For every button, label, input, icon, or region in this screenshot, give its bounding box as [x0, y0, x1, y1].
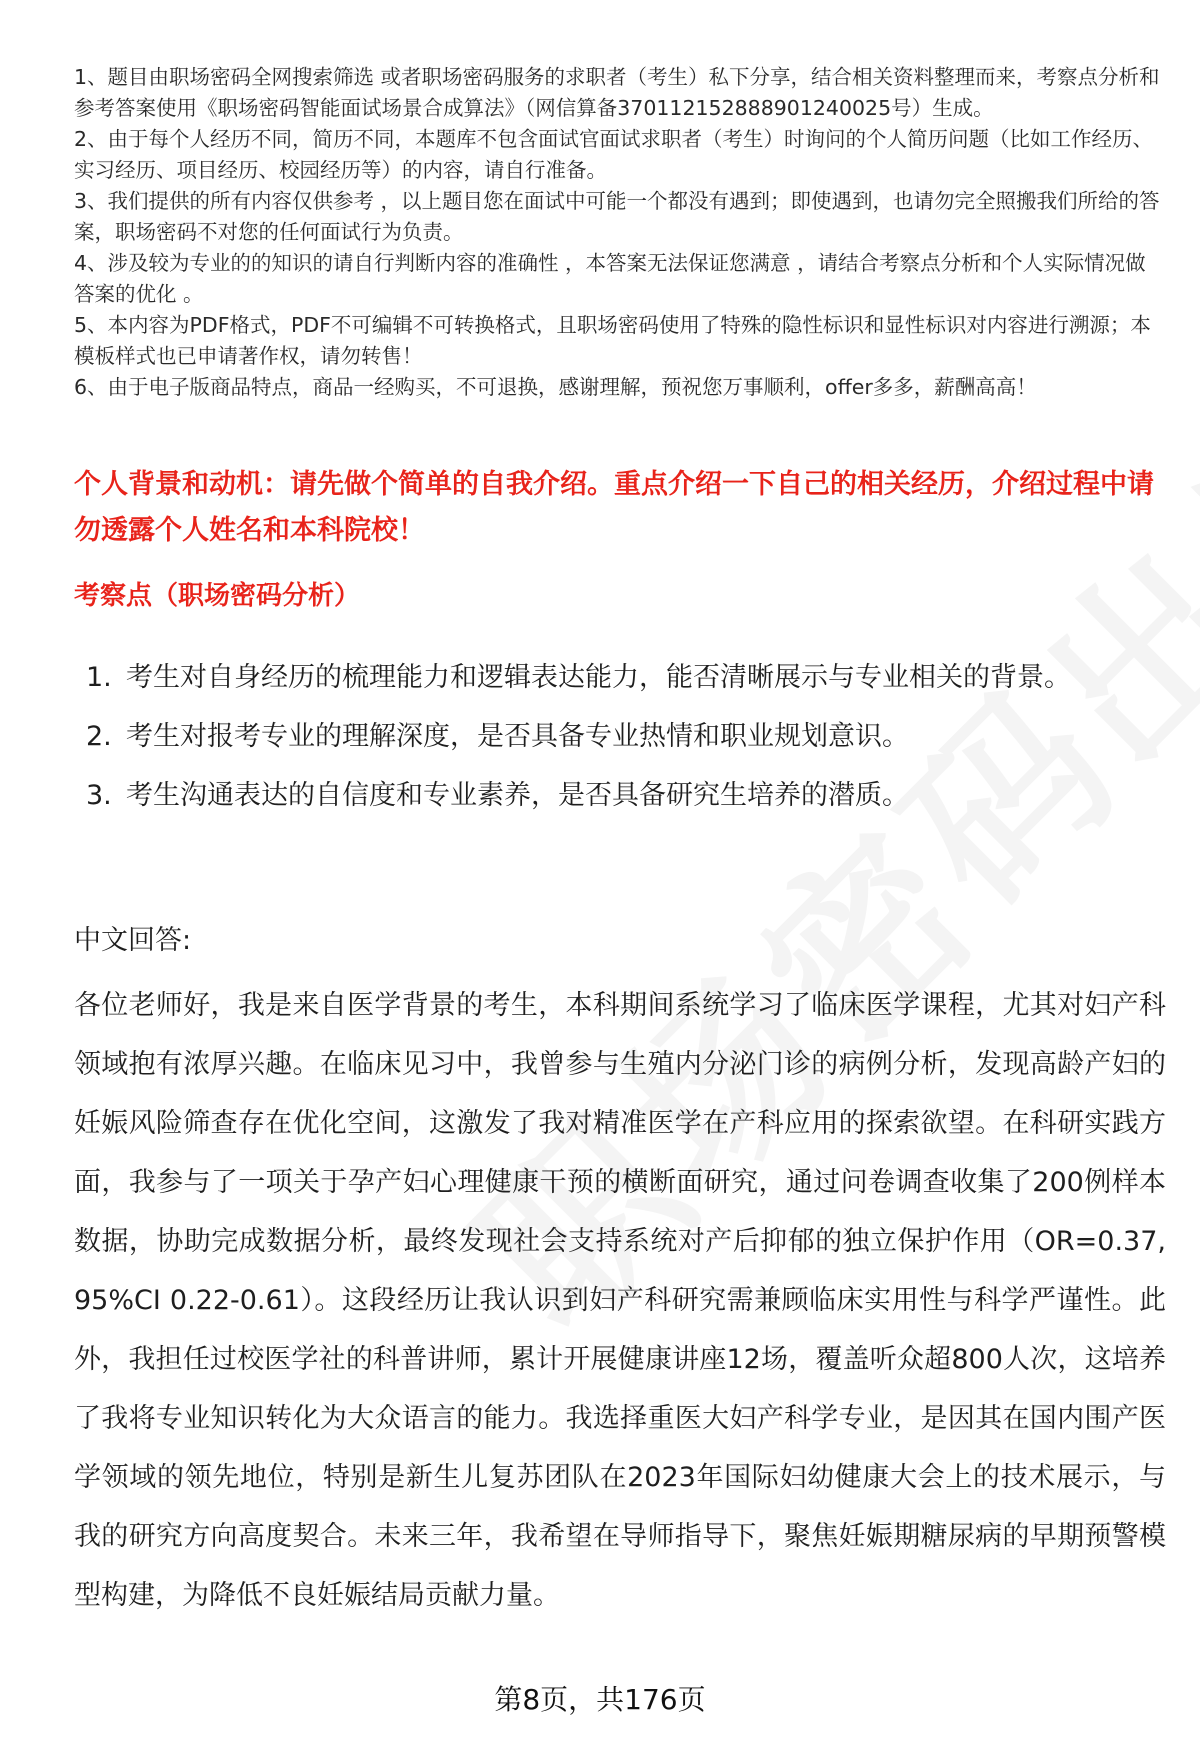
answer-text: 各位老师好，我是来自医学背景的考生，本科期间系统学习了临床医学课程，尤其对妇产科领域抱有浓厚兴趣。在临床见习中，我曾参与生殖内分泌门诊的病例分析，发现高龄产妇的妊娠风险筛查存在优化空间，这激发了我对精准医学在产科应用的探索欲望。在科研实践方面，我参与了一项关于孕产妇心理健康干预的横断面研究，通过问卷调查收集了200例样本数据，协助完成数据分析，最终发现社会支持系统对产后抑郁的独立保护作用（OR=0.37, 95%CI 0.22-0.61）。这段经历让我认识到妇产科研究需兼顾临床实用性与科学严谨性。此外，我担任过校医学社的科普讲师，累计开展健康讲座12场，覆盖听众超800人次，这培养了我将专业知识转化为大众语言的能力。我选择重医大妇产科学专业，是因其在国内围产医学领域的领先地位，特别是新生儿复苏团队在2023年国际妇幼健康大会上的技术展示，与我的研究方向高度契合。未来三年，我希望在导师指导下，聚焦妊娠期糖尿病的早期预警模型构建，为降低不良妊娠结局贡献力量。 — [74, 990, 1166, 1611]
disclaimer-item: 3、我们提供的所有内容仅供参考 ，以上题目您在面试中可能一个都没有遇到；即使遇到，也请勿完全照搬我们所给的答案，职场密码不对您的任何面试行为负责。 — [74, 189, 1160, 244]
disclaimer-item: 2、由于每个人经历不同，简历不同，本题库不包含面试官面试求职者（考生）时询问的个人简历问题（比如工作经历、实习经历、项目经历、校园经历等）的内容，请自行准备。 — [74, 127, 1154, 182]
analysis-point — [86, 766, 1146, 825]
analysis-point — [86, 707, 1146, 766]
analysis-point-text: 考生沟通表达的自信度和专业素养，是否具备研究生培养的潜质。 — [126, 780, 909, 811]
analysis-point-text: 考生对自身经历的梳理能力和逻辑表达能力，能否清晰展示与专业相关的背景。 — [126, 662, 1071, 693]
disclaimer-item: 4、涉及较为专业的的知识的请自行判断内容的准确性 ，本答案无法保证您满意 ，请结合考察点分析和个人实际情况做答案的优化 。 — [74, 251, 1146, 306]
analysis-point-number: 2. — [86, 721, 112, 752]
analysis-point-number: 1. — [86, 662, 112, 693]
analysis-point — [86, 648, 1146, 707]
page-number: 第8页，共176页 — [494, 1683, 706, 1716]
disclaimer-notes — [74, 62, 1164, 403]
disclaimer-item: 5、本内容为PDF格式，PDF不可编辑不可转换格式，且职场密码使用了特殊的隐性标识和显性标识对内容进行溯源；本模板样式也已申请著作权，请勿转售！ — [74, 313, 1151, 368]
interview-question: 个人背景和动机：请先做个简单的自我介绍。重点介绍一下自己的相关经历，介绍过程中请勿透露个人姓名和本科院校！ — [74, 469, 1154, 546]
analysis-point-text: 考生对报考专业的理解深度，是否具备专业热情和职业规划意识。 — [126, 721, 909, 752]
analysis-point-number: 3. — [86, 780, 112, 811]
analysis-points-list — [86, 648, 1146, 825]
disclaimer-item: 1、题目由职场密码全网搜索筛选 或者职场密码服务的求职者（考生）私下分享，结合相关资料整理而来，考察点分析和参考答案使用《职场密码智能面试场景合成算法》（网信算备370112152888901240025号）生成。 — [74, 65, 1160, 120]
analysis-heading: 考察点（职场密码分析） — [74, 581, 361, 611]
disclaimer-item: 6、由于电子版商品特点，商品一经购买，不可退换，感谢理解，预祝您万事顺利，offer多多，薪酬高高！ — [74, 375, 1037, 399]
answer-label: 中文回答: — [74, 925, 192, 956]
